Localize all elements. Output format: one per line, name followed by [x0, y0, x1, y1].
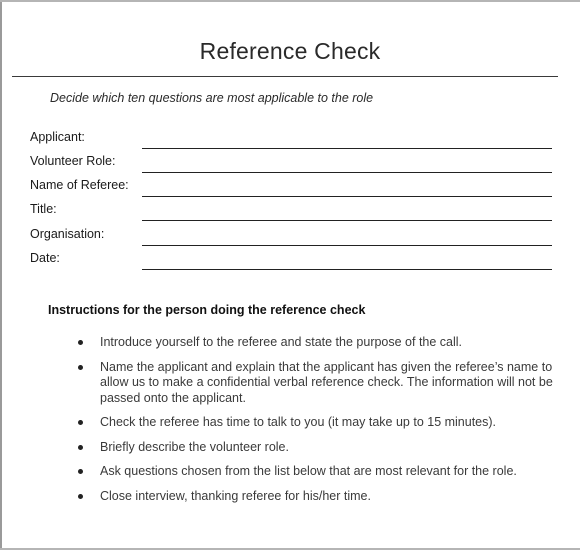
date-label: Date: [30, 251, 60, 265]
referee-name-label: Name of Referee: [30, 178, 129, 192]
instructions-heading: Instructions for the person doing the reference check [48, 303, 366, 317]
page-border-left [0, 0, 2, 550]
list-item [78, 360, 558, 407]
instruction-text: Introduce yourself to the referee and state the purpose of the call. [100, 335, 463, 349]
document-subtitle: Decide which ten questions are most applicable to the role [50, 91, 374, 105]
title-label: Title: [30, 202, 57, 216]
instructions-list [78, 335, 558, 513]
list-item [78, 335, 558, 351]
bullet-icon [78, 469, 83, 474]
volunteer-role-label: Volunteer Role: [30, 154, 116, 168]
list-item [78, 440, 558, 456]
date-input-line[interactable] [142, 269, 552, 270]
bullet-icon [78, 365, 83, 370]
bullet-icon [78, 340, 83, 345]
bullet-icon [78, 420, 83, 425]
title-field[interactable] [30, 199, 552, 223]
volunteer-role-field[interactable] [30, 151, 552, 175]
organisation-label: Organisation: [30, 227, 105, 241]
date-field[interactable] [30, 248, 552, 272]
organisation-field[interactable] [30, 224, 552, 248]
instruction-text: Ask questions chosen from the list below that are most relevant for the role. [100, 464, 517, 478]
bullet-icon [78, 494, 83, 499]
referee-name-input-line[interactable] [142, 196, 552, 197]
document-title: Reference Check [199, 38, 381, 64]
instruction-text: Check the referee has time to talk to you (it may take up to 15 minutes). [100, 415, 497, 429]
title-input-line[interactable] [142, 220, 552, 221]
organisation-input-line[interactable] [142, 245, 552, 246]
instruction-text: Close interview, thanking referee for his/her time. [100, 488, 371, 503]
list-item [78, 489, 558, 505]
volunteer-role-input-line[interactable] [142, 172, 552, 173]
applicant-field[interactable] [30, 127, 552, 151]
applicant-input-line[interactable] [142, 148, 552, 149]
instruction-text: Name the applicant and explain that the applicant has given the referee’s name to allow us to make a confidential verbal reference check. The information will not be passed onto the applicant. [100, 359, 553, 405]
title-divider [12, 76, 558, 77]
applicant-label: Applicant: [30, 130, 85, 144]
bullet-icon [78, 445, 83, 450]
referee-name-field[interactable] [30, 175, 552, 199]
instruction-text: Briefly describe the volunteer role. [100, 439, 289, 454]
list-item [78, 415, 558, 431]
list-item [78, 464, 558, 480]
page-border-top [0, 0, 580, 2]
